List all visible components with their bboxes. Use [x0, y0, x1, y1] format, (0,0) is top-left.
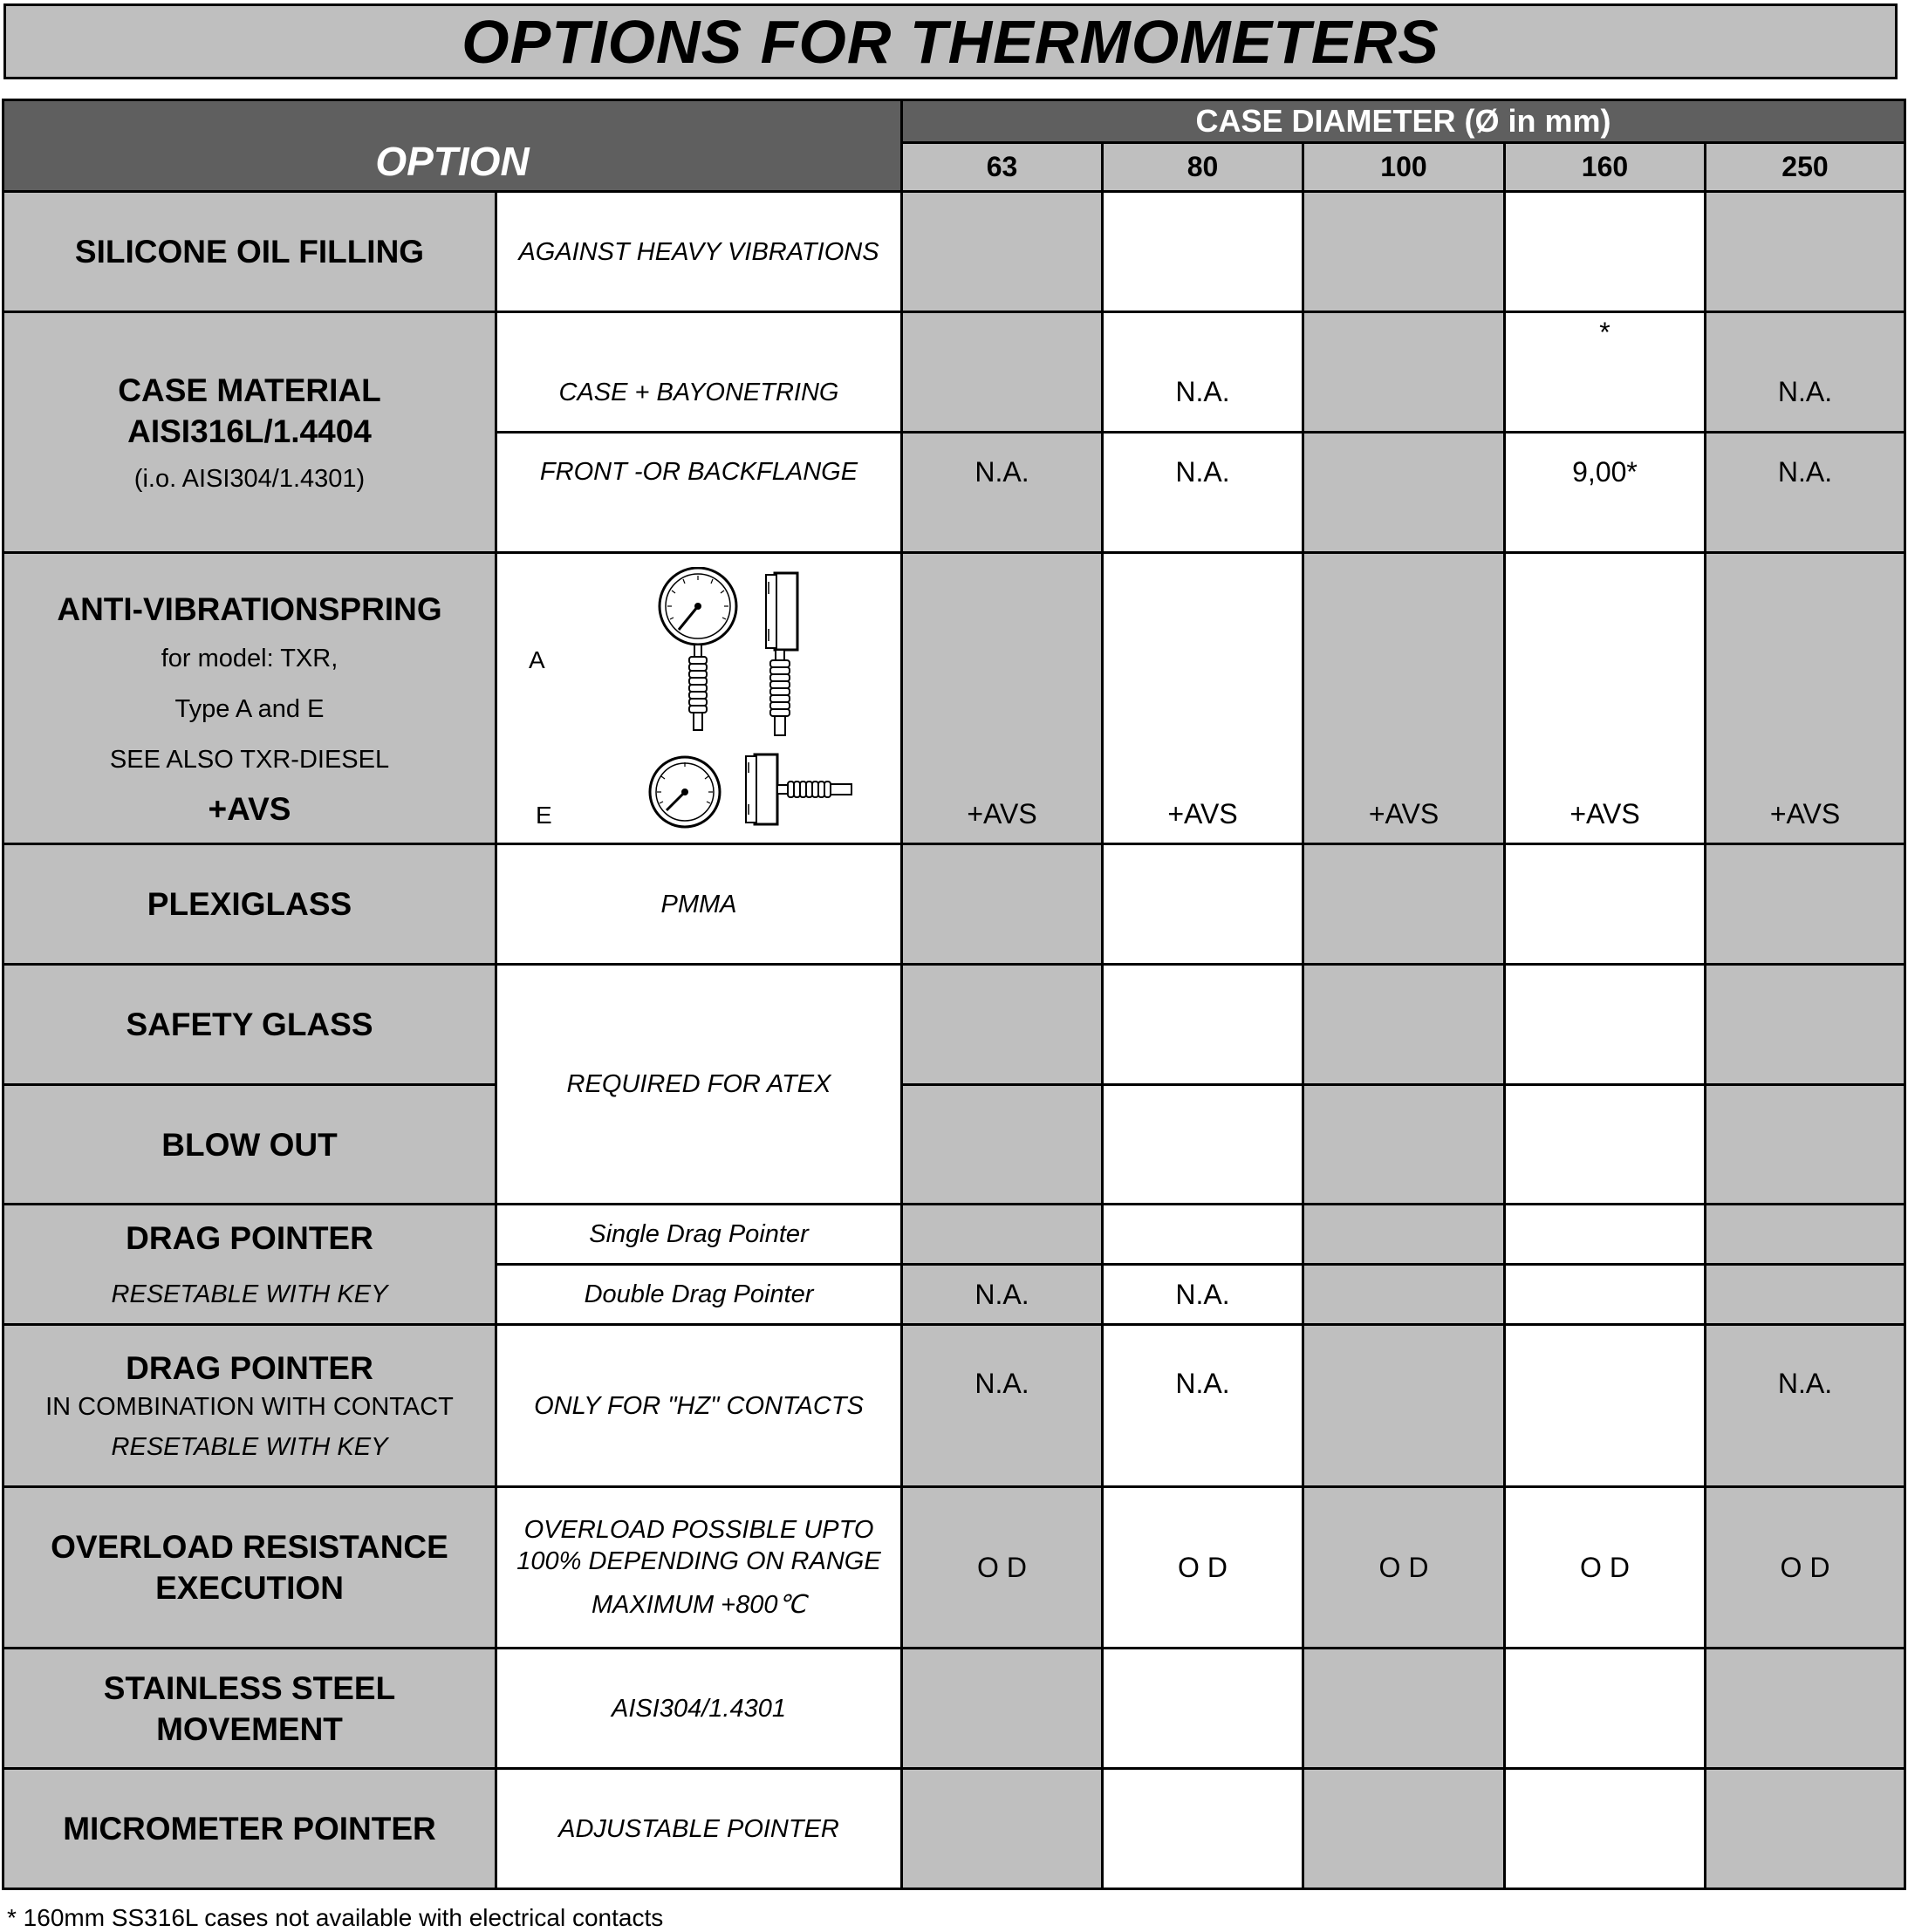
avs-label-text: ANTI-VIBRATIONSPRING: [57, 591, 442, 627]
diameter-header-100: [1302, 141, 1506, 193]
drag-contact-100: [1302, 1323, 1506, 1488]
drag-contact-desc: [495, 1323, 903, 1488]
avs-type-e: E: [536, 802, 552, 829]
safety-glass-80: [1101, 963, 1304, 1086]
overload-desc3: MAXIMUM +800℃: [591, 1591, 807, 1619]
thermometer-type-a-front-icon: [654, 567, 750, 741]
case-material-r1-250-text: N.A.: [1777, 376, 1833, 407]
drag-contact-160: [1503, 1323, 1706, 1488]
micrometer-desc-text: ADJUSTABLE POINTER: [558, 1814, 839, 1843]
safety-glass-label-text: SAFETY GLASS: [126, 1007, 373, 1042]
drag-contact-sub1: IN COMBINATION WITH CONTACT: [45, 1393, 454, 1421]
page-title: [3, 3, 1898, 79]
overload-63: [900, 1485, 1104, 1649]
drag-pointer-desc2-text: Double Drag Pointer: [584, 1280, 814, 1308]
case-material-r1-63: [900, 311, 1104, 434]
ss-movement-desc: [495, 1647, 903, 1770]
case-material-label2: AISI316L/1.4404: [127, 413, 372, 449]
silicone-label-text: SILICONE OIL FILLING: [74, 234, 425, 270]
overload-160-text: O D: [1580, 1551, 1630, 1583]
avs-160: [1503, 551, 1706, 845]
overload-80-text: O D: [1178, 1551, 1228, 1583]
case-material-r2-160-text: 9,00*: [1572, 456, 1638, 488]
plexiglass-100: [1302, 843, 1506, 966]
ss-movement-63: [900, 1647, 1104, 1770]
safety-glass-250: [1704, 963, 1906, 1086]
silicone-desc-text: AGAINST HEAVY VIBRATIONS: [518, 237, 879, 266]
drag-contact-63: [900, 1323, 1104, 1488]
micrometer-label-text: MICROMETER POINTER: [63, 1811, 436, 1847]
overload-label1: OVERLOAD RESISTANCE: [51, 1529, 448, 1565]
thermometer-type-e-side-icon: [737, 750, 868, 837]
avs-illustration-cell: [495, 551, 903, 845]
avs-160-text: +AVS: [1569, 798, 1640, 829]
case-material-r1-160: [1503, 311, 1706, 434]
plexiglass-63: [900, 843, 1104, 966]
micrometer-160: [1503, 1767, 1706, 1890]
micrometer-250: [1704, 1767, 1906, 1890]
footnote: * 160mm SS316L cases not available with electrical contacts: [7, 1904, 664, 1931]
plexiglass-label: [2, 843, 497, 966]
drag-contact-sub2: RESETABLE WITH KEY: [111, 1433, 388, 1461]
drag-pointer-r2-100: [1302, 1263, 1506, 1326]
case-material-r2-100: [1302, 431, 1506, 554]
overload-desc: [495, 1485, 903, 1649]
ss-movement-label: [2, 1647, 497, 1770]
case-material-desc1: [495, 311, 903, 434]
avs-100: [1302, 551, 1506, 845]
avs-sub3: SEE ALSO TXR-DIESEL: [109, 746, 390, 774]
case-material-r2-80-text: N.A.: [1175, 456, 1230, 488]
case-material-label: [2, 311, 497, 554]
avs-63: [900, 551, 1104, 845]
drag-contact-80: [1101, 1323, 1304, 1488]
drag-pointer-desc2: [495, 1263, 903, 1326]
ss-movement-250: [1704, 1647, 1906, 1770]
micrometer-label: [2, 1767, 497, 1890]
avs-63-text: +AVS: [967, 798, 1037, 829]
avs-250-text: +AVS: [1769, 798, 1841, 829]
case-material-sub: (i.o. AISI304/1.4301): [133, 464, 366, 493]
case-material-r1-250: [1704, 311, 1906, 434]
case-material-r2-250-text: N.A.: [1777, 456, 1833, 488]
ss-movement-100: [1302, 1647, 1506, 1770]
blow-out-250: [1704, 1083, 1906, 1205]
case-material-r2-63-text: N.A.: [975, 456, 1029, 488]
plexiglass-desc: [495, 843, 903, 966]
drag-pointer-r2-160: [1503, 1263, 1706, 1326]
drag-pointer-label-text: DRAG POINTER: [126, 1220, 373, 1256]
micrometer-100: [1302, 1767, 1506, 1890]
option-header-text: OPTION: [375, 139, 530, 184]
case-material-desc1-text: CASE + BAYONETRING: [558, 379, 839, 406]
diameter-header-160: [1503, 141, 1706, 193]
overload-160: [1503, 1485, 1706, 1649]
avs-80-text: +AVS: [1167, 798, 1238, 829]
case-material-r2-250: [1704, 431, 1906, 554]
drag-contact-label-text: DRAG POINTER: [126, 1350, 373, 1386]
case-material-label1: CASE MATERIAL: [118, 372, 381, 408]
silicone-80: [1101, 190, 1304, 313]
atex-desc-text: REQUIRED FOR ATEX: [566, 1070, 831, 1098]
diameter-63-text: 63: [986, 151, 1018, 182]
micrometer-desc: [495, 1767, 903, 1890]
blow-out-label-text: BLOW OUT: [161, 1126, 338, 1163]
ss-movement-desc-text: AISI304/1.4301: [612, 1694, 786, 1723]
safety-glass-160: [1503, 963, 1706, 1086]
overload-100-text: O D: [1378, 1551, 1429, 1583]
drag-pointer-r2-80-text: N.A.: [1175, 1278, 1230, 1310]
overload-desc1: OVERLOAD POSSIBLE UPTO: [523, 1516, 874, 1544]
overload-63-text: O D: [977, 1551, 1027, 1583]
diameter-header-63: [900, 141, 1104, 193]
silicone-label: [2, 190, 497, 313]
diameter-80-text: 80: [1187, 151, 1219, 182]
overload-label2: EXECUTION: [155, 1570, 344, 1606]
avs-100-text: +AVS: [1368, 798, 1440, 829]
silicone-63: [900, 190, 1104, 313]
drag-pointer-r1-160: [1503, 1203, 1706, 1266]
plexiglass-desc-text: PMMA: [660, 890, 737, 918]
plexiglass-80: [1101, 843, 1304, 966]
case-material-r2-80: [1101, 431, 1304, 554]
micrometer-63: [900, 1767, 1104, 1890]
silicone-250: [1704, 190, 1906, 313]
blow-out-100: [1302, 1083, 1506, 1205]
ss-movement-160: [1503, 1647, 1706, 1770]
overload-250: [1704, 1485, 1906, 1649]
avs-label: [2, 551, 497, 845]
micrometer-80: [1101, 1767, 1304, 1890]
case-material-r1-160-text: *: [1599, 317, 1611, 348]
silicone-100: [1302, 190, 1506, 313]
drag-pointer-r1-63: [900, 1203, 1104, 1266]
drag-pointer-sub: RESETABLE WITH KEY: [111, 1280, 388, 1308]
diameter-header-250: [1704, 141, 1906, 193]
diameter-250-text: 250: [1781, 151, 1829, 182]
avs-code: +AVS: [208, 791, 291, 827]
drag-pointer-label: [2, 1203, 497, 1326]
drag-pointer-r1-100: [1302, 1203, 1506, 1266]
drag-contact-desc-text: ONLY FOR "HZ" CONTACTS: [534, 1391, 864, 1420]
drag-contact-250: [1704, 1323, 1906, 1488]
diameter-100-text: 100: [1380, 151, 1427, 182]
drag-pointer-r2-63-text: N.A.: [975, 1278, 1029, 1310]
drag-pointer-desc1: [495, 1203, 903, 1266]
avs-sub1: for model: TXR,: [161, 645, 339, 672]
silicone-160: [1503, 190, 1706, 313]
atex-desc: [495, 963, 903, 1205]
safety-glass-63: [900, 963, 1104, 1086]
drag-contact-label: [2, 1323, 497, 1488]
plexiglass-160: [1503, 843, 1706, 966]
ss-movement-80: [1101, 1647, 1304, 1770]
overload-80: [1101, 1485, 1304, 1649]
drag-pointer-desc1-text: Single Drag Pointer: [589, 1220, 809, 1248]
avs-type-a: A: [529, 646, 545, 673]
drag-pointer-r2-80: [1101, 1263, 1304, 1326]
case-material-r2-63: [900, 431, 1104, 554]
thermometer-type-a-side-icon: [759, 571, 811, 746]
case-diameter-header-text: CASE DIAMETER (Ø in mm): [1195, 103, 1611, 139]
avs-sub2: Type A and E: [174, 695, 325, 723]
silicone-desc: [495, 190, 903, 313]
overload-250-text: O D: [1780, 1551, 1830, 1583]
blow-out-160: [1503, 1083, 1706, 1205]
safety-glass-100: [1302, 963, 1506, 1086]
thermometer-type-e-front-icon: [646, 753, 724, 831]
drag-pointer-r2-63: [900, 1263, 1104, 1326]
drag-pointer-r1-80: [1101, 1203, 1304, 1266]
case-material-desc2-text: FRONT -OR BACKFLANGE: [539, 458, 858, 486]
case-material-desc2: [495, 431, 903, 554]
avs-80: [1101, 551, 1304, 845]
overload-100: [1302, 1485, 1506, 1649]
ss-movement-label1: STAINLESS STEEL: [103, 1669, 396, 1706]
drag-contact-250-text: N.A.: [1777, 1368, 1833, 1399]
case-material-r1-80: [1101, 311, 1304, 434]
blow-out-80: [1101, 1083, 1304, 1205]
case-material-r1-80-text: N.A.: [1175, 376, 1230, 407]
ss-movement-label2: MOVEMENT: [156, 1710, 343, 1747]
plexiglass-250: [1704, 843, 1906, 966]
safety-glass-label: [2, 963, 497, 1086]
diameter-header-80: [1101, 141, 1304, 193]
overload-desc2: 100% DEPENDING ON RANGE: [516, 1547, 881, 1575]
case-diameter-header: [900, 99, 1906, 144]
drag-pointer-r2-250: [1704, 1263, 1906, 1326]
case-material-r2-160: [1503, 431, 1706, 554]
drag-contact-80-text: N.A.: [1175, 1368, 1230, 1399]
diameter-160-text: 160: [1581, 151, 1629, 182]
case-material-r1-100: [1302, 311, 1506, 434]
avs-250: [1704, 551, 1906, 845]
drag-contact-63-text: N.A.: [975, 1368, 1029, 1399]
blow-out-label: [2, 1083, 497, 1205]
drag-pointer-r1-250: [1704, 1203, 1906, 1266]
overload-label: [2, 1485, 497, 1649]
option-header: [2, 99, 903, 193]
blow-out-63: [900, 1083, 1104, 1205]
page-title-text: OPTIONS FOR THERMOMETERS: [462, 7, 1440, 76]
plexiglass-label-text: PLEXIGLASS: [147, 886, 352, 922]
